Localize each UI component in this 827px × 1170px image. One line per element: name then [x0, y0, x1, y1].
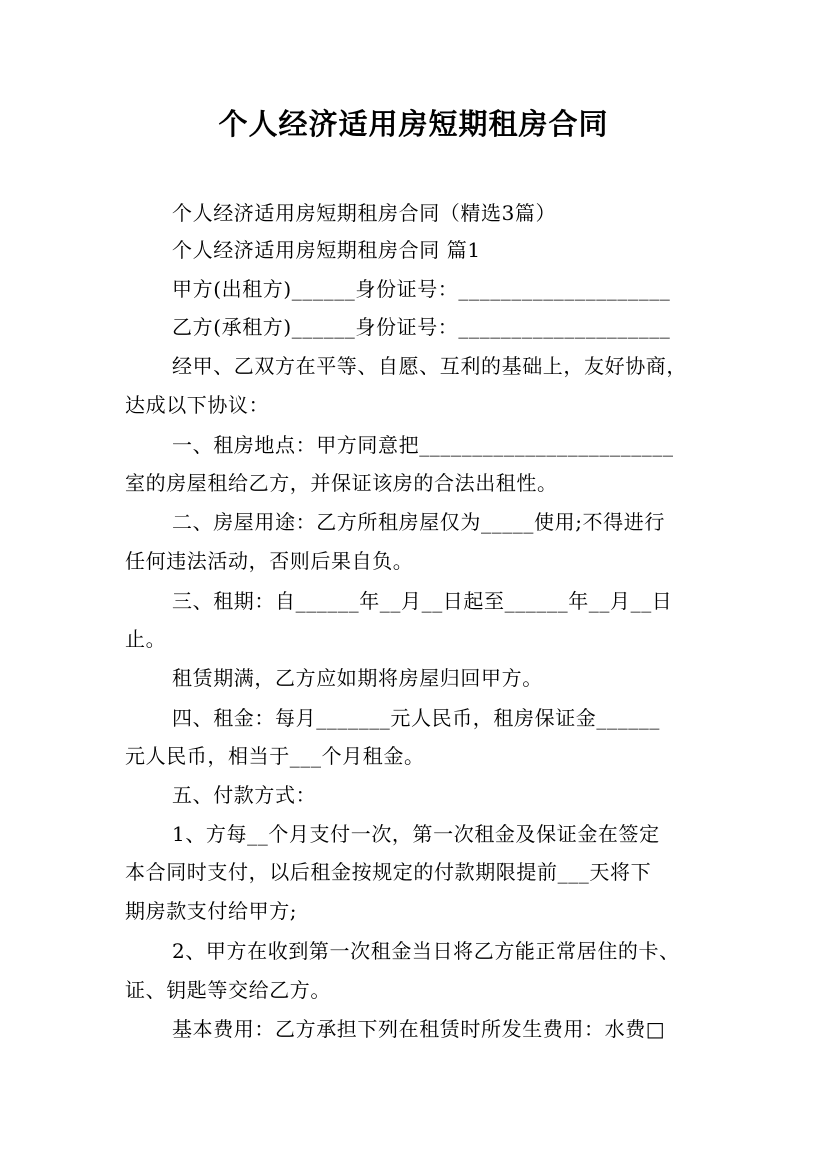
- paragraph-line-clause3-2: 止。: [125, 627, 167, 651]
- paragraph-line-payment2-1: 2、甲方在收到第一次租金当日将乙方能正常居住的卡、: [172, 939, 680, 963]
- paragraph-line-clause5-heading: 五、付款方式：: [172, 783, 317, 807]
- paragraph-line-party-a: 甲方(出租方)______身份证号：____________________: [172, 277, 671, 301]
- document-title: 个人经济适用房短期租房合同: [218, 107, 609, 141]
- paragraph-line-payment1-3: 期房款支付给甲方;: [125, 899, 298, 923]
- paragraph-line-clause3-1: 三、租期：自______年__月__日起至______年__月__日: [172, 589, 673, 613]
- paragraph-line-clause1-1: 一、租房地点：甲方同意把________________________: [172, 433, 674, 457]
- paragraph-line-preamble-2: 达成以下协议：: [125, 393, 270, 417]
- paragraph-line-section-heading: 个人经济适用房短期租房合同 篇1: [172, 238, 481, 262]
- paragraph-line-lease-end: 租赁期满，乙方应如期将房屋归回甲方。: [172, 666, 543, 690]
- paragraph-line-clause2-2: 任何违法活动，否则后果自负。: [125, 549, 414, 573]
- paragraph-line-party-b: 乙方(承租方)______身份证号：____________________: [172, 315, 671, 339]
- paragraph-line-payment1-1: 1、方每__个月支付一次，第一次租金及保证金在签定: [172, 822, 660, 846]
- paragraph-line-basic-fees: 基本费用：乙方承担下列在租赁时所发生费用：水费□: [172, 1017, 666, 1041]
- paragraph-line-payment1-2: 本合同时支付，以后租金按规定的付款期限提前___天将下: [125, 860, 652, 884]
- paragraph-line-clause2-1: 二、房屋用途：乙方所租房屋仅为_____使用;不得进行: [172, 510, 665, 534]
- paragraph-line-clause4-2: 元人民币，相当于___个月租金。: [125, 744, 425, 768]
- paragraph-line-payment2-2: 证、钥匙等交给乙方。: [125, 978, 331, 1002]
- paragraph-line-clause4-1: 四、租金：每月_______元人民币，租房保证金______: [172, 706, 660, 730]
- paragraph-line-clause1-2: 室的房屋租给乙方，并保证该房的合法出租性。: [125, 471, 558, 495]
- paragraph-line-preamble-1: 经甲、乙双方在平等、自愿、互利的基础上，友好协商，: [172, 354, 687, 378]
- paragraph-line-subtitle: 个人经济适用房短期租房合同（精选3篇）: [172, 201, 557, 225]
